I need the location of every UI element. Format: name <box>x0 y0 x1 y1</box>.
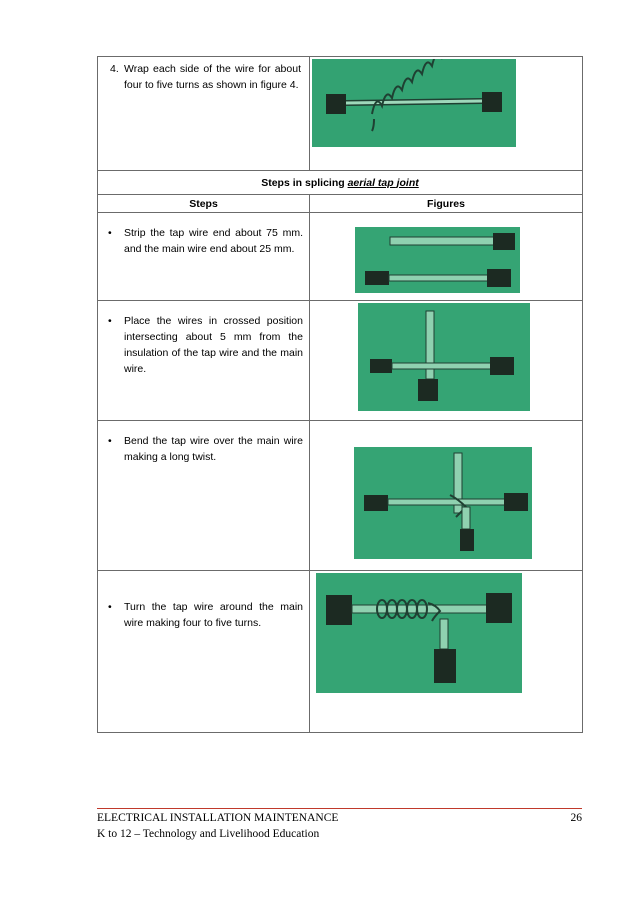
figure-long-twist <box>354 447 532 559</box>
figure-4-cell <box>310 57 583 171</box>
footer-divider <box>97 808 582 809</box>
footer-title-row <box>97 812 582 824</box>
step-4-row <box>98 57 583 171</box>
footer-subtitle: K to 12 – Technology and Livelihood Education <box>97 828 320 840</box>
figure-cell <box>310 213 583 301</box>
step-4-cell <box>98 57 310 171</box>
bullet: • <box>108 227 112 239</box>
figures-header: Figures <box>310 195 583 213</box>
page-number: 26 <box>570 812 582 824</box>
step-text: Bend the tap wire over the main wire making a long twist. <box>124 435 303 463</box>
step-row <box>98 213 583 301</box>
bullet: • <box>108 315 112 327</box>
section-title-emph: aerial tap joint <box>347 176 419 189</box>
step-cell <box>98 421 310 571</box>
footer-title: ELECTRICAL INSTALLATION MAINTENANCE <box>97 812 339 824</box>
step-text: Strip the tap wire end about 75 mm. and the main wire end about 25 mm. <box>124 227 303 255</box>
steps-table <box>97 56 583 733</box>
step-number: 4. <box>110 63 119 75</box>
section-title-row <box>98 171 583 195</box>
section-title: Steps in splicing aerial tap joint <box>98 171 583 195</box>
column-header-row <box>98 195 583 213</box>
step-row <box>98 421 583 571</box>
figure-cell <box>310 571 583 733</box>
figure-cell <box>310 421 583 571</box>
step-cell <box>98 213 310 301</box>
step-text: Turn the tap wire around the main wire making four to five turns. <box>124 601 303 629</box>
bullet: • <box>108 435 112 447</box>
step-text: Place the wires in crossed position intersecting about 5 mm from the insulation of the tap wire and the main wire. <box>124 315 303 375</box>
bullet: • <box>108 601 112 613</box>
figure-crossed-wires <box>358 303 530 411</box>
step-4-text: Wrap each side of the wire for about four to five turns as shown in figure 4. <box>124 63 301 91</box>
steps-header: Steps <box>98 195 310 213</box>
step-row <box>98 571 583 733</box>
step-row <box>98 301 583 421</box>
figure-cell <box>310 301 583 421</box>
step-cell <box>98 301 310 421</box>
step-cell <box>98 571 310 733</box>
figure-four-turns <box>316 573 522 693</box>
figure-strip-wires <box>355 227 520 293</box>
figure-wrap-turns <box>312 59 516 147</box>
